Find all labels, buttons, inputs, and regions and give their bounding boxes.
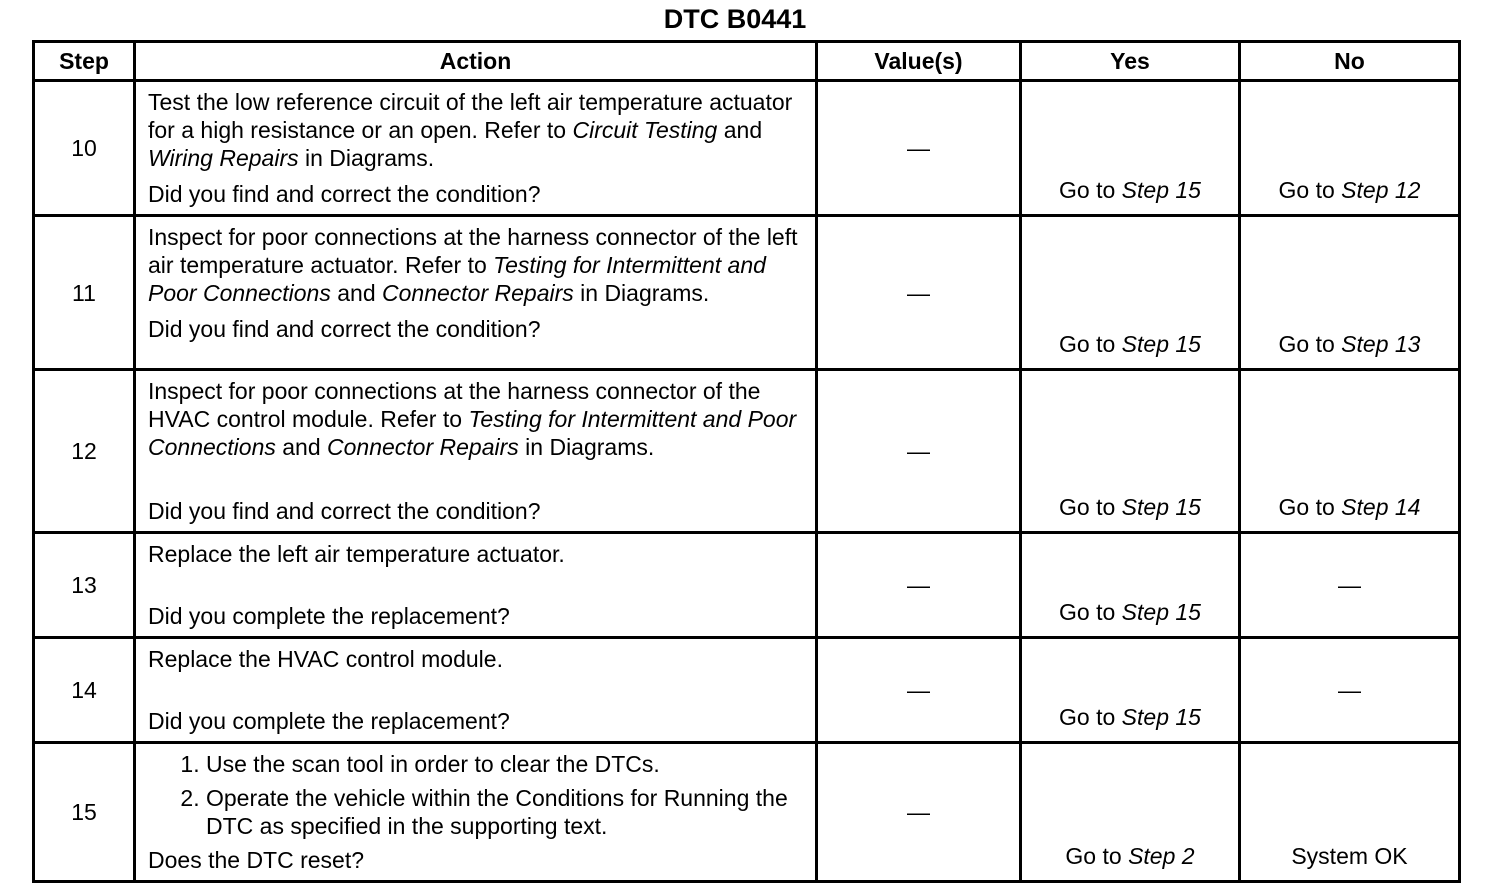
action-cell [135,743,817,882]
action-cell [135,638,817,743]
reference-link: Testing for Intermittent and Poor Connections [148,406,797,460]
step-link: Step 12 [1341,177,1421,203]
list-item: 2. Operate the vehicle within the Conditions for Running the DTC as specified in the supporting text. [206,784,809,840]
header-row [34,42,1460,81]
no-cell: Go to Step 14 [1240,370,1460,533]
step-link: Step 15 [1121,704,1201,730]
step-link: Step 15 [1121,177,1201,203]
table-row [34,743,1460,882]
action-question: Did you complete the replacement? [148,708,510,734]
list-item: 1. Use the scan tool in order to clear the DTCs. [206,750,809,778]
diagnostic-table [32,40,1461,883]
instruction-list [148,750,809,840]
no-cell: Go to Step 12 [1240,81,1460,216]
reference-link: Circuit Testing [572,117,718,143]
step-link: Step 15 [1121,599,1201,625]
action-text: Test the low reference circuit of the left air temperature actuator for a high resistance or an open. Refer to Circuit Testing and Wiring Repairs in Diagrams. [148,89,793,171]
action-question: Did you find and correct the condition? [148,498,541,524]
step-number: 10 [34,81,135,216]
value-cell: — [817,533,1021,638]
reference-link: Connector Repairs [327,434,519,460]
no-cell: Go to Step 13 [1240,216,1460,370]
header-step: Step [34,42,135,81]
yes-cell: Go to Step 15 [1021,533,1240,638]
reference-link: Wiring Repairs [148,145,299,171]
step-number: 11 [34,216,135,370]
value-cell: — [817,638,1021,743]
action-question: Did you complete the replacement? [148,603,510,629]
yes-cell: Go to Step 15 [1021,638,1240,743]
step-number: 15 [34,743,135,882]
action-cell [135,81,817,216]
value-cell: — [817,216,1021,370]
reference-link: Connector Repairs [382,280,574,306]
reference-link: Testing for Intermittent and Poor Connections [148,252,766,306]
action-question: Did you find and correct the condition? [148,181,541,207]
table-row [34,370,1460,533]
action-cell [135,370,817,533]
step-number: 14 [34,638,135,743]
step-link: Step 15 [1121,494,1201,520]
step-link: Step 13 [1341,331,1421,357]
yes-cell: Go to Step 2 [1021,743,1240,882]
yes-cell: Go to Step 15 [1021,81,1240,216]
step-link: Step 15 [1121,331,1201,357]
action-question: Did you find and correct the condition? [148,316,541,342]
header-values: Value(s) [817,42,1021,81]
action-text: Replace the HVAC control module. [148,646,503,672]
yes-cell: Go to Step 15 [1021,216,1240,370]
header-no: No [1240,42,1460,81]
action-cell [135,533,817,638]
table-row [34,638,1460,743]
page-title: DTC B0441 [663,4,807,34]
step-number: 12 [34,370,135,533]
step-number: 13 [34,533,135,638]
yes-cell: Go to Step 15 [1021,370,1240,533]
no-cell: — [1240,533,1460,638]
action-cell [135,216,817,370]
table-row [34,533,1460,638]
value-cell: — [817,81,1021,216]
header-action: Action [135,42,817,81]
action-text: Replace the left air temperature actuator. [148,541,565,567]
table-row [34,216,1460,370]
action-text: Inspect for poor connections at the harness connector of the left air temperature actuator. Refer to Testing for Intermittent and Poor Connections and Connector Repairs in Diagrams. [148,224,798,306]
value-cell: — [817,370,1021,533]
action-question: Does the DTC reset? [148,847,365,873]
no-cell: System OK [1240,743,1460,882]
value-cell: — [817,743,1021,882]
action-text: Inspect for poor connections at the harness connector of the HVAC control module. Refer to Testing for Intermittent and Poor Connections and Connector Repairs in Diagrams. [148,378,797,460]
no-cell: — [1240,638,1460,743]
header-yes: Yes [1021,42,1240,81]
table-row [34,81,1460,216]
step-link: Step 2 [1128,843,1195,869]
step-link: Step 14 [1341,494,1421,520]
